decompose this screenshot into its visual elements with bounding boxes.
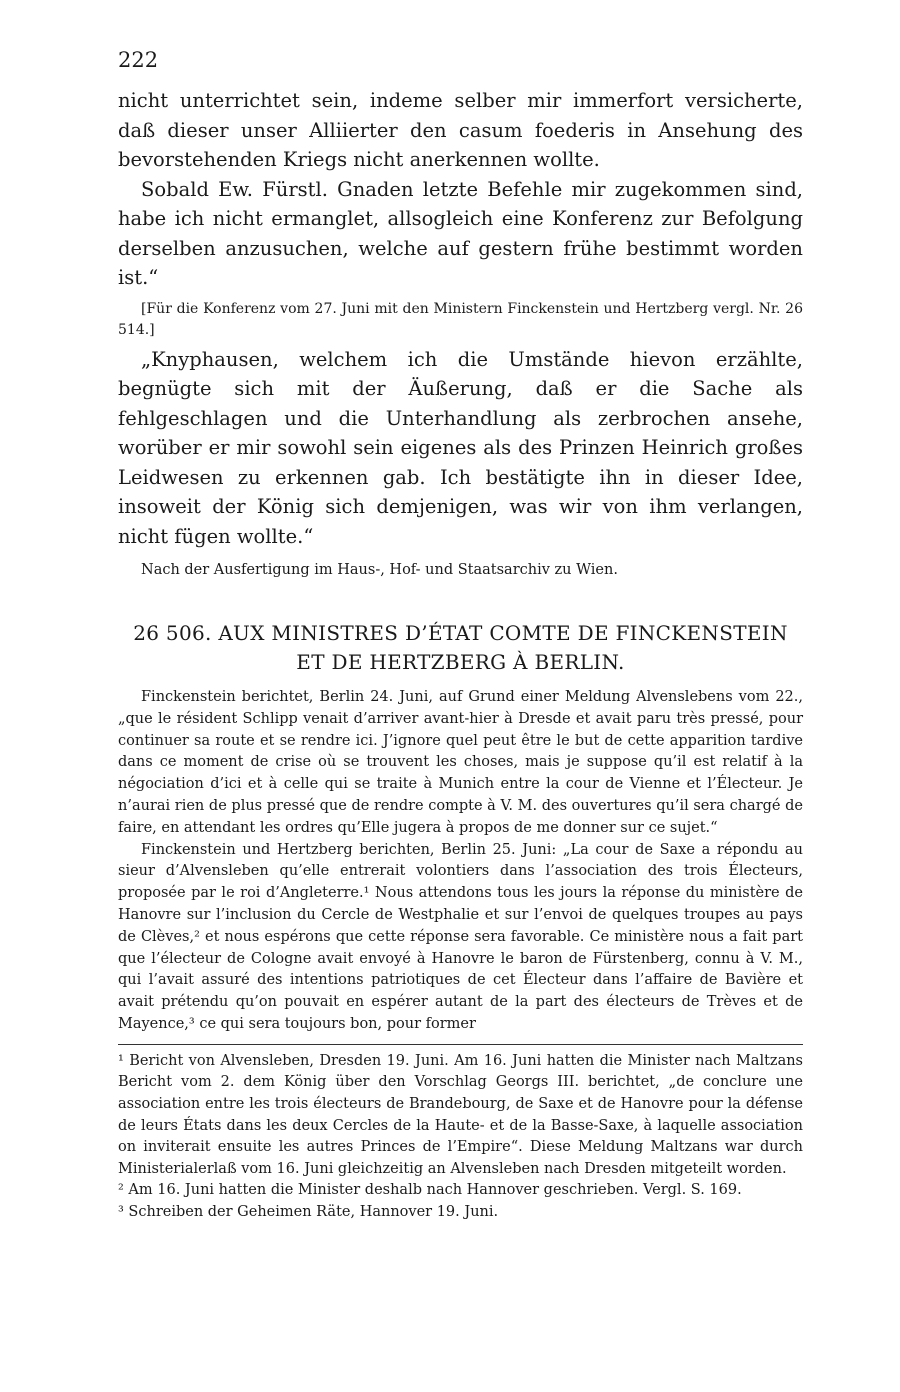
document-page xyxy=(118,48,803,1224)
paragraph-finckenstein-report: Finckenstein berichtet, Berlin 24. Juni, auf Grund einer Meldung Alvenslebens vom 22., „que le résident Schlipp venait d’arriver avant-hier à Dresde et avait paru très pressé, pour continuer sa route et se rendre ici. J’ignore quel peut être le but de cette apparition tardive dans ce moment de crise où se trouvent les choses, mais je suppose qu’il est relatif à la négociation d’ici et à celle qui se traite à Munich entre la cour de Vienne et l’Électeur. Je n’aurai rien de plus pressé que de rendre compte à V. M. des ouvertures qu’il sera chargé de faire, en attendant les ordres qu’Elle jugera à propos de me donner sur ce sujet.“ xyxy=(118,689,803,836)
paragraph-continuation: nicht unterrichtet sein, indeme selber mir immerfort versicherte, daß dieser unser Alliierter den casum foederis in Ansehung des bevorstehenden Kriegs nicht anerkennen wollte. xyxy=(118,89,803,171)
page-number: 222 xyxy=(118,48,159,72)
paragraph-joint-report: Finckenstein und Hertzberg berichten, Berlin 25. Juni: „La cour de Saxe a répondu au sieur d’Alvensleben qu’elle entrerait volontiers dans l’association des trois Électeurs, proposée par le roi d’Angleterre.¹ Nous attendons tous les jours la réponse du ministère de Hanovre sur l’inclusion du Cercle de Westphalie et sur l’envoi de quelques troupes au pays de Clèves,² et nous espérons que cette réponse sera favorable. Ce ministère nous a fait part que l’électeur de Cologne avait envoyé à Hanovre le baron de Fürstenberg, connu à V. M., qui l’avait assuré des intentions patriotiques de cet Électeur dans l’affaire de Bavière et avait prétendu qu’on pouvait en espérer autant de la part des électeurs de Trèves et de Mayence,³ ce qui sera toujours bon, pour former xyxy=(118,841,803,1032)
source-line: Nach der Ausfertigung im Haus-, Hof- und Staatsarchiv zu Wien. xyxy=(141,562,618,578)
footnote-3: ³ Schreiben der Geheimen Räte, Hannover 19. Juni. xyxy=(118,1203,499,1220)
paragraph-sobald: Sobald Ew. Fürstl. Gnaden letzte Befehle mir zugekommen sind, habe ich nicht ermanglet, allsogleich eine Konferenz zur Befolgung derselben anzusuchen, welche auf gestern frühe bestimmt worden ist.“ xyxy=(118,177,803,289)
heading-line-2: ET DE HERTZBERG À BERLIN. xyxy=(296,650,625,674)
footnote-1: ¹ Bericht von Alvensleben, Dresden 19. Juni. Am 16. Juni hatten die Minister nach Maltzans Bericht vom 2. dem König über den Vorschlag Georgs III. berichtet, „de conclure une association entre les trois électeurs de Brandebourg, de Saxe et de Hanovre pour la défense de leurs États dans les deux Cercles de la Haute- et de la Basse-Saxe, à laquelle association on inviterait ensuite les autres Princes de l’Empire“. Diese Meldung Maltzans war durch Ministerialerlaß vom 16. Juni gleichzeitig an Alvensleben nach Dresden mitgeteilt worden. xyxy=(118,1052,803,1177)
heading-line-1: 26 506. AUX MINISTRES D’ÉTAT COMTE DE FINCKENSTEIN xyxy=(133,621,788,645)
document-heading xyxy=(118,619,803,677)
bracket-note: [Für die Konferenz vom 27. Juni mit den Ministern Finckenstein und Hertzberg vergl. Nr. 26 514.] xyxy=(118,300,803,338)
footnote-divider xyxy=(118,1044,803,1045)
paragraph-knyphausen: „Knyphausen, welchem ich die Umstände hievon erzählte, begnügte sich mit der Äußerung, daß er die Sache als fehlgeschlagen und die Unterhandlung als zerbrochen ansehe, worüber er mir sowohl sein eigenes als des Prinzen Heinrich großes Leidwesen zu erkennen gab. Ich bestätigte ihn in dieser Idee, insoweit der König sich demjenigen, was wir von ihm verlangen, nicht fügen wollte.“ xyxy=(118,347,803,548)
footnote-2: ² Am 16. Juni hatten die Minister deshalb nach Hannover geschrieben. Vergl. S. 169. xyxy=(118,1182,742,1199)
